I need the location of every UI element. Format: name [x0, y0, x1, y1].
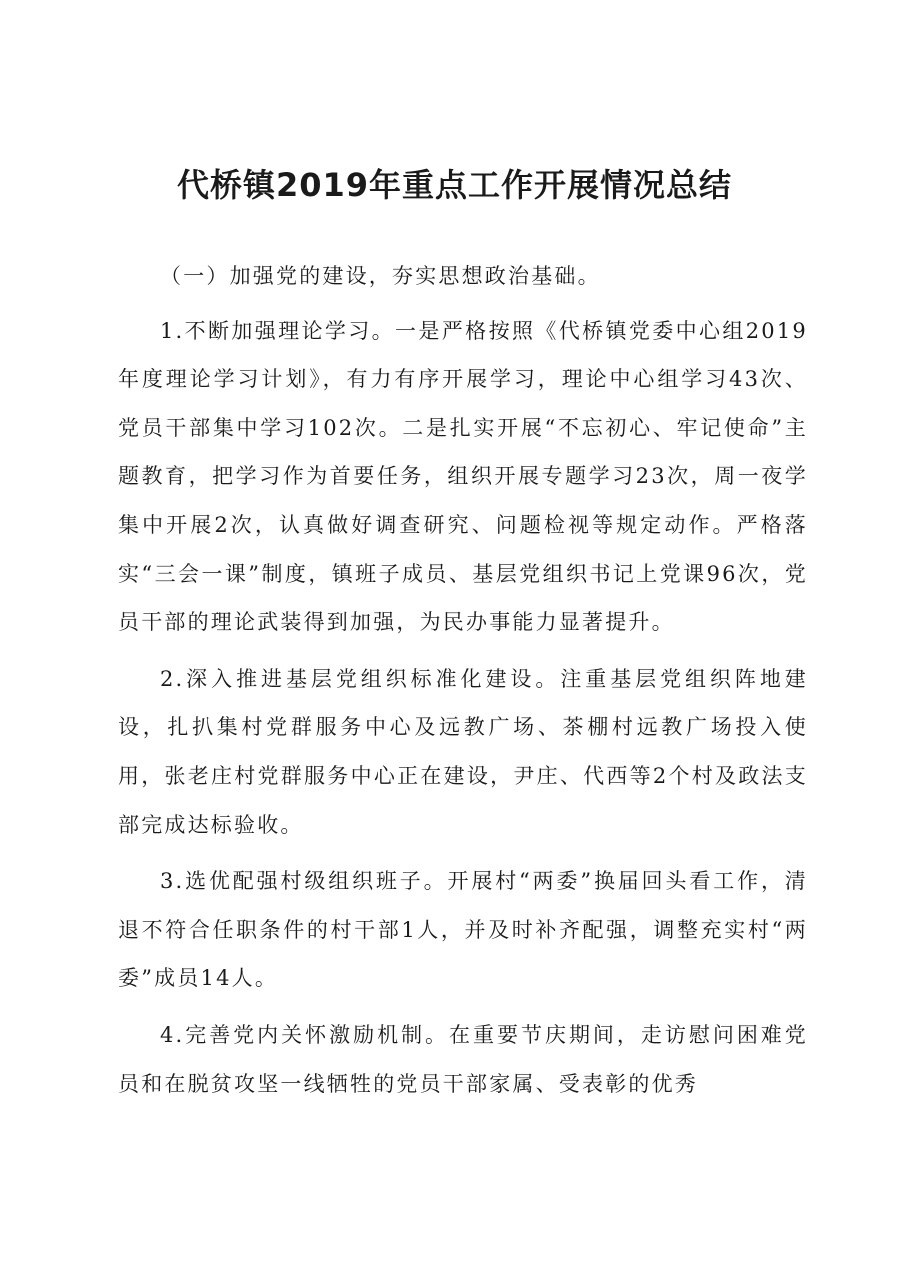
paragraph-theory-study: 1.不断加强理论学习。一是严格按照《代桥镇党委中心组2019年度理论学习计划》，有力有序开展学习，理论中心组学习43次、党员干部集中学习102次。二是扎实开展“不忘初心、牢记使命”主题教育，把学习作为首要任务，组织开展专题学习23次，周一夜学集中开展2次，认真做好调查研究、问题检视等规定动作。严格落实“三会一课”制度，镇班子成员、基层党组织书记上党课96次，党员干部的理论武装得到加强，为民办事能力显著提升。	[118, 318, 808, 635]
paragraph-care-incentives: 4.完善党内关怀激励机制。在重要节庆期间，走访慰问困难党员和在脱贫攻坚一线牺牲的党员干部家属、受表彰的优秀	[118, 1022, 808, 1096]
section-heading: （一）加强党的建设，夯实思想政治基础。	[160, 264, 601, 288]
paragraph-village-teams: 3.选优配强村级组织班子。开展村“两委”换届回头看工作，清退不符合任职条件的村干部1人，并及时补齐配强，调整充实村“两委”成员14人。	[118, 869, 808, 991]
document-title: 代桥镇2019年重点工作开展情况总结	[176, 166, 733, 204]
document-body	[118, 252, 808, 1116]
paragraph-grassroots-standardization: 2.深入推进基层党组织标准化建设。注重基层党组织阵地建设，扎扒集村党群服务中心及远教广场、茶棚村远教广场投入使用，张老庄村党群服务中心正在建设，尹庄、代西等2个村及政法支部完成达标验收。	[118, 666, 808, 837]
